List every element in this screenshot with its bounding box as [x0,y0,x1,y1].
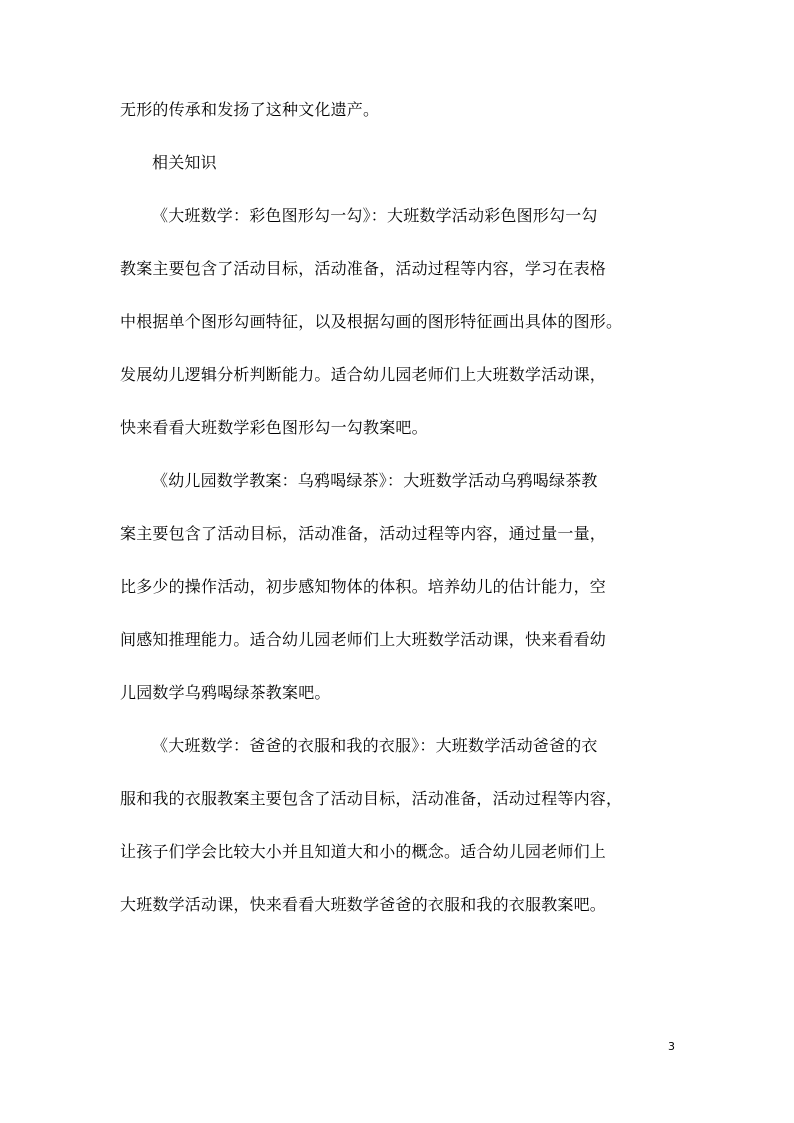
text-line: 快来看看大班数学彩色图形勾一勾教案吧。 [120,418,428,437]
page-number: 3 [668,1040,675,1053]
text-line: 间感知推理能力。适合幼儿园老师们上大班数学活动课，快来看看幼 [120,630,607,649]
section-heading: 相关知识 [152,153,217,172]
text-line: 儿园数学乌鸦喝绿茶教案吧。 [120,683,331,702]
text-line: 《大班数学：爸爸的衣服和我的衣服》：大班数学活动爸爸的衣 [152,736,598,755]
text-line: 教案主要包含了活动目标，活动准备，活动过程等内容，学习在表格 [120,259,607,278]
text-line: 大班数学活动课，快来看看大班数学爸爸的衣服和我的衣服教案吧。 [120,895,607,914]
document-body [120,90,682,938]
text-line: 服和我的衣服教案主要包含了活动目标，活动准备，活动过程等内容， [120,789,623,808]
text-line: 比多少的操作活动，初步感知物体的体积。培养幼儿的估计能力，空 [120,577,607,596]
text-line: 中根据单个图形勾画特征，以及根据勾画的图形特征画出具体的图形。 [120,312,623,331]
text-line: 《幼儿园数学教案：乌鸦喝绿茶》：大班数学活动乌鸦喝绿茶教 [152,471,598,490]
text-line: 《大班数学：彩色图形勾一勾》：大班数学活动彩色图形勾一勾 [152,206,598,225]
text-line: 无形的传承和发扬了这种文化遗产。 [120,100,380,119]
text-line: 案主要包含了活动目标，活动准备，活动过程等内容，通过量一量， [120,524,607,543]
text-line: 发展幼儿逻辑分析判断能力。适合幼儿园老师们上大班数学活动课， [120,365,607,384]
text-line: 让孩子们学会比较大小并且知道大和小的概念。适合幼儿园老师们上 [120,842,607,861]
